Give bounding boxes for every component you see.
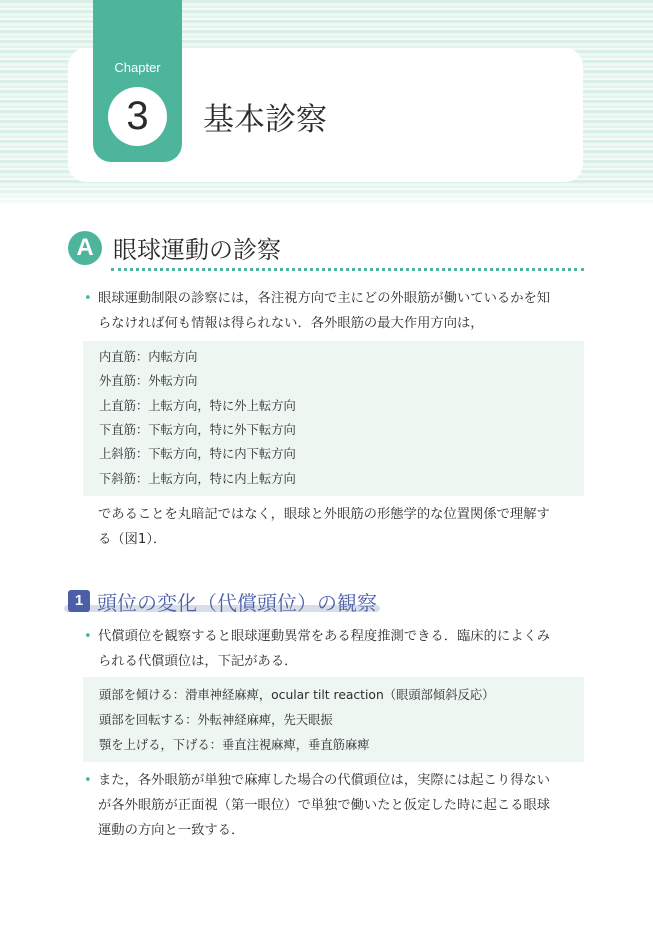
muscle-item: 内直筋：内転方向 bbox=[99, 350, 198, 364]
subsection-1-title: 頭位の変化（代償頭位）の観察 bbox=[97, 591, 377, 615]
chapter-number: 3 bbox=[108, 87, 167, 146]
muscle-item: 下直筋：下転方向，特に外下転方向 bbox=[99, 423, 296, 437]
muscle-item: 上斜筋：下転方向，特に内下転方向 bbox=[99, 447, 296, 461]
section-a-divider bbox=[111, 268, 584, 271]
bullet-marker: • bbox=[84, 629, 92, 644]
head-posture-box bbox=[83, 677, 584, 762]
muscle-item: 上直筋：上転方向，特に外上転方向 bbox=[99, 399, 296, 413]
section-a-title: 眼球運動の診察 bbox=[113, 236, 281, 264]
section-a-badge: A bbox=[68, 231, 102, 265]
muscle-item: 外直筋：外転方向 bbox=[99, 374, 198, 388]
bullet-marker: • bbox=[84, 773, 92, 788]
text-line: であることを丸暗記ではなく，眼球と外眼筋の形態学的な位置関係で理解す bbox=[98, 507, 550, 522]
text-line: 眼球運動制限の診察には，各注視方向で主にどの外眼筋が働いているかを知 bbox=[98, 291, 551, 306]
header-band-fade bbox=[0, 185, 653, 207]
text-line: らなければ何も情報は得られない．各外眼筋の最大作用方向は， bbox=[98, 316, 484, 331]
text-line: る（図1）． bbox=[98, 532, 167, 547]
text-line: また，各外眼筋が単独で麻痺した場合の代償頭位は，実際には起こり得ない bbox=[98, 773, 551, 788]
section-a-conclusion bbox=[98, 502, 584, 552]
text-line: 代償頭位を観察すると眼球運動異常をある程度推測できる．臨床的によくみ bbox=[98, 629, 551, 644]
subsection-1-bullet-1 bbox=[98, 624, 584, 674]
chapter-title: 基本診察 bbox=[203, 102, 327, 138]
muscle-action-box bbox=[83, 341, 584, 496]
section-a-intro bbox=[98, 286, 584, 336]
text-line: 運動の方向と一致する． bbox=[98, 823, 245, 838]
subsection-1-badge: 1 bbox=[68, 590, 90, 612]
head-posture-item: 頭部を回転する：外転神経麻痺，先天眼振 bbox=[99, 713, 333, 727]
head-posture-item: 頭部を傾ける：滑車神経麻痺，ocular tilt reaction（眼頭部傾斜反応） bbox=[99, 688, 495, 702]
muscle-item: 下斜筋：上転方向，特に内上転方向 bbox=[99, 472, 296, 486]
text-line: られる代償頭位は，下記がある． bbox=[98, 654, 298, 669]
head-posture-item: 顎を上げる，下げる：垂直注視麻痺，垂直筋麻痺 bbox=[99, 738, 370, 752]
subsection-1-bullet-2 bbox=[98, 768, 584, 843]
chapter-label: Chapter bbox=[114, 60, 161, 75]
bullet-marker: • bbox=[84, 291, 92, 306]
text-line: が各外眼筋が正面視（第一眼位）で単独で働いたと仮定した時に起こる眼球 bbox=[98, 798, 551, 813]
